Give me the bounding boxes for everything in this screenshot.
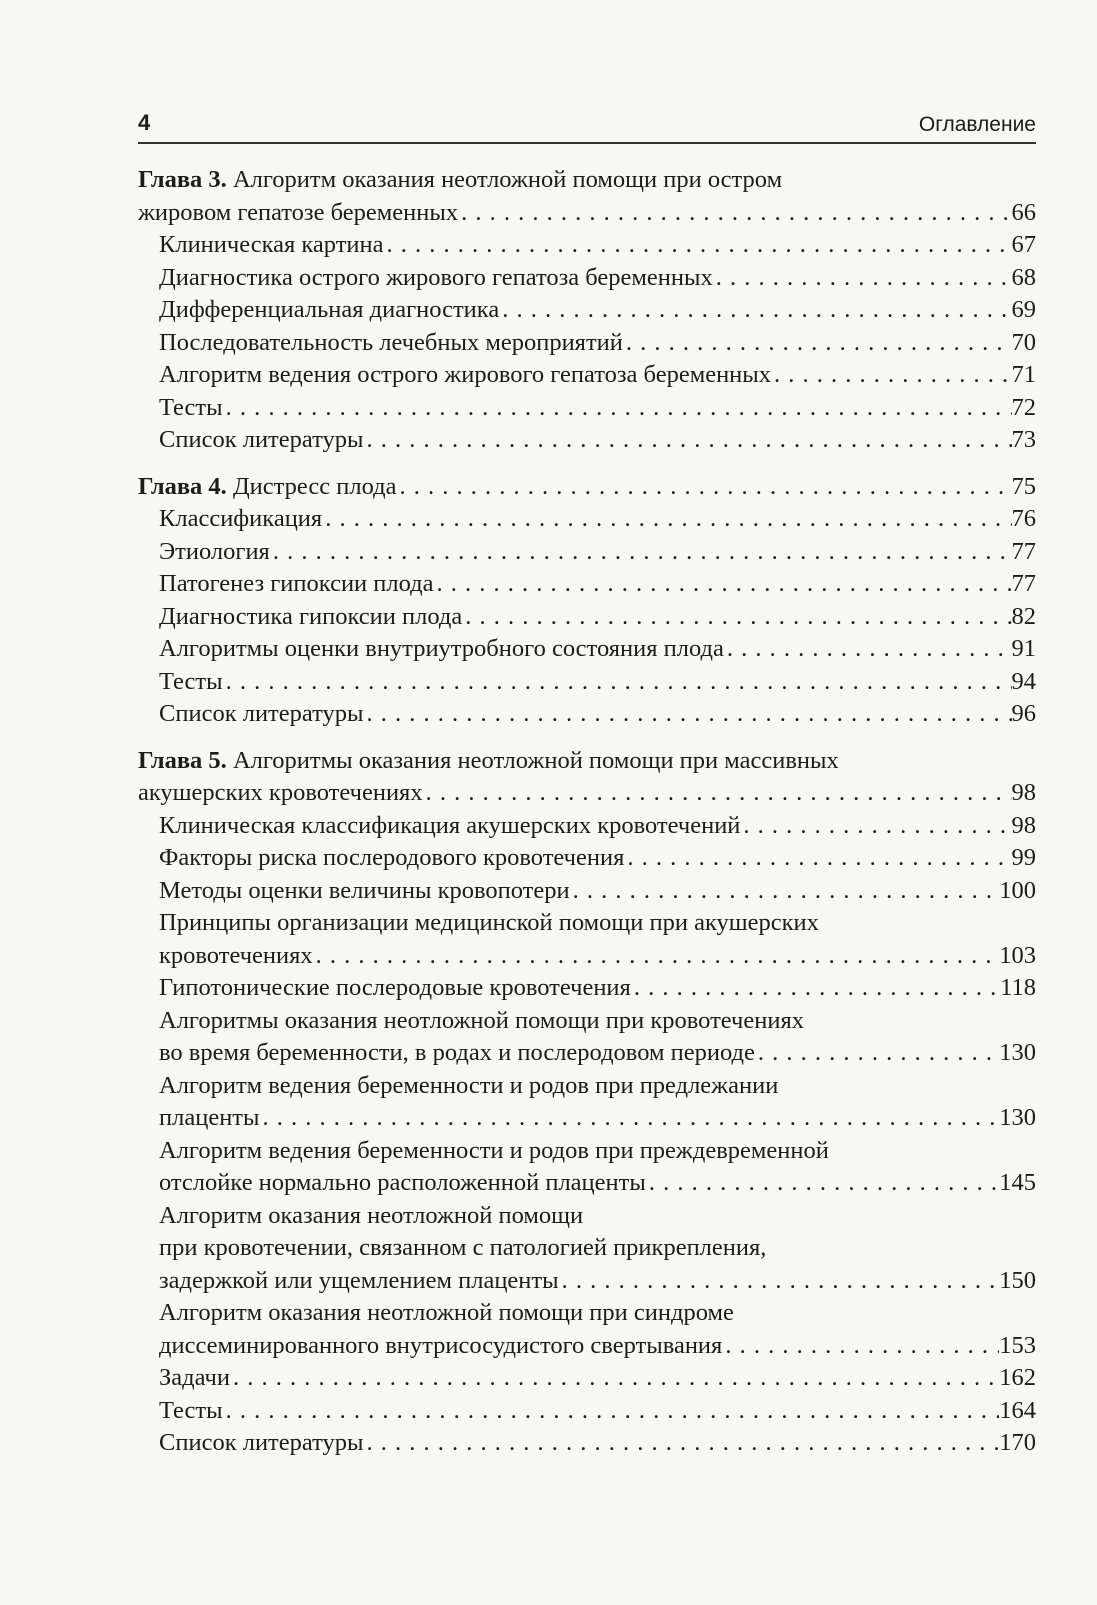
dot-leader <box>423 777 1012 810</box>
dot-leader <box>313 940 1000 973</box>
toc-entry[interactable] <box>138 633 1036 666</box>
chapter-5 <box>138 745 1036 1460</box>
dot-leader <box>259 1102 999 1135</box>
toc-entry-multiline[interactable] <box>138 1200 1036 1298</box>
entry-title: Тесты <box>159 393 223 421</box>
dot-leader <box>646 1167 999 1200</box>
page-ref: 76 <box>1011 505 1036 532</box>
chapter-title[interactable] <box>138 745 972 778</box>
entry-title: Этиология <box>159 537 270 565</box>
page-ref: 153 <box>999 1331 1036 1359</box>
dot-leader <box>713 262 1012 295</box>
toc-entry-multiline[interactable] <box>138 1297 1036 1362</box>
dot-leader <box>396 471 1011 504</box>
entry-title: Алгоритм ведения беременности и родов при предлежании <box>159 1071 779 1099</box>
page-ref: 130 <box>999 1104 1036 1131</box>
dot-leader <box>223 666 1012 699</box>
dot-leader <box>223 1395 1000 1428</box>
chapter-title-text: Алгоритм оказания неотложной помощи при остром <box>226 166 783 193</box>
toc-entry[interactable] <box>138 359 1036 392</box>
entry-title: Факторы риска послеродового кровотечения <box>159 844 625 871</box>
page-ref: 98 <box>1011 779 1036 806</box>
dot-leader <box>724 633 1012 666</box>
toc-entry[interactable] <box>138 1362 1036 1395</box>
page-ref: 99 <box>1011 844 1036 871</box>
page-ref: 75 <box>1011 472 1036 500</box>
dot-leader <box>384 229 1012 262</box>
entry-title: Алгоритм ведения острого жирового гепатоза беременных <box>159 361 772 388</box>
page-ref: 98 <box>1011 811 1036 839</box>
page-ref: 71 <box>1011 361 1036 388</box>
chapter-4 <box>138 471 1036 731</box>
dot-leader <box>499 294 1011 327</box>
entry-title: Тесты <box>159 1396 223 1424</box>
page-ref: 77 <box>1011 570 1036 597</box>
dot-leader <box>559 1265 1000 1298</box>
toc-entry[interactable] <box>138 294 1036 327</box>
entry-title: Список литературы <box>159 700 364 727</box>
page-header <box>138 106 1036 144</box>
page-ref: 164 <box>999 1396 1036 1424</box>
entry-title: Клиническая картина <box>159 231 384 258</box>
dot-leader <box>771 359 1011 392</box>
entry-title: диссеминированного внутрисосудистого свертывания <box>159 1331 723 1359</box>
dot-leader <box>458 197 1011 230</box>
toc-entry[interactable] <box>138 601 1036 634</box>
entry-title: Методы оценки величины кровопотери <box>159 876 570 904</box>
chapter-prefix: Глава 5. <box>138 746 227 774</box>
entry-title: Тесты <box>159 667 223 695</box>
chapter-prefix: Глава 4. <box>138 472 227 500</box>
chapter-title-entry[interactable] <box>138 777 1036 810</box>
dot-leader <box>631 972 1000 1005</box>
page-ref: 69 <box>1011 296 1036 323</box>
toc-entry[interactable] <box>138 392 1036 425</box>
dot-leader <box>623 327 1012 360</box>
toc-entry[interactable] <box>138 972 1036 1005</box>
dot-leader <box>740 810 1011 843</box>
page-ref: 130 <box>999 1039 1036 1066</box>
entry-title: Диагностика гипоксии плода <box>159 602 463 630</box>
dot-leader <box>363 1427 999 1460</box>
toc-entry[interactable] <box>138 1395 1036 1428</box>
toc-entry[interactable] <box>138 842 1036 875</box>
entry-title: Классификация <box>159 505 323 532</box>
dot-leader <box>270 536 1012 569</box>
page-ref: 77 <box>1011 537 1036 565</box>
toc-entry[interactable] <box>138 262 1036 295</box>
chapter-title-text: Алгоритмы оказания неотложной помощи при массивных <box>226 746 839 774</box>
toc-entry[interactable] <box>138 666 1036 699</box>
entry-title: Гипотонические послеродовые кровотечения <box>159 974 631 1001</box>
chapter-3 <box>138 164 1036 457</box>
toc-entry-multiline[interactable] <box>138 1005 1036 1070</box>
entry-title: при кровотечении, связанном с патологией прикрепления, <box>159 1234 767 1261</box>
dot-leader <box>363 424 1011 457</box>
dot-leader <box>624 842 1011 875</box>
toc-entry[interactable] <box>138 875 1036 908</box>
page-ref: 162 <box>999 1364 1036 1391</box>
toc-entry[interactable] <box>138 810 1036 843</box>
entry-title: Принципы организации медицинской помощи при акушерских <box>159 909 819 936</box>
toc-entry-multiline[interactable] <box>138 1070 1036 1135</box>
toc-entry[interactable] <box>138 327 1036 360</box>
page-number: 4 <box>138 110 151 135</box>
page-ref: 67 <box>1011 231 1036 258</box>
page-ref: 91 <box>1011 635 1036 662</box>
page-ref: 118 <box>1000 974 1036 1001</box>
dot-leader <box>570 875 1000 908</box>
running-title: Оглавление <box>918 113 1036 136</box>
toc-entry-multiline[interactable] <box>138 907 1036 972</box>
page-ref: 94 <box>1011 667 1036 695</box>
chapter-title-entry[interactable] <box>138 197 1036 230</box>
page-ref: 150 <box>999 1266 1036 1294</box>
entry-title: Список литературы <box>159 1429 364 1456</box>
page-ref: 70 <box>1011 328 1036 356</box>
toc-entry[interactable] <box>138 536 1036 569</box>
dot-leader <box>462 601 1011 634</box>
page-ref: 72 <box>1011 393 1036 421</box>
page-ref: 170 <box>999 1429 1036 1456</box>
dot-leader <box>322 503 1011 536</box>
entry-title: задержкой или ущемлением плаценты <box>159 1266 559 1294</box>
entry-title: Алгоритм оказания неотложной помощи при синдроме <box>159 1299 734 1326</box>
entry-title: Клиническая классификация акушерских кровотечений <box>159 811 741 839</box>
entry-title: кровотечениях <box>159 941 313 969</box>
toc-entry[interactable] <box>138 503 1036 536</box>
page-ref: 103 <box>999 941 1036 969</box>
entry-title: Алгоритмы оценки внутриутробного состояния плода <box>159 635 724 662</box>
page-ref: 100 <box>999 876 1036 904</box>
page-ref: 96 <box>1011 700 1036 727</box>
toc-entry-multiline[interactable] <box>138 1135 1036 1200</box>
page-ref: 73 <box>1011 426 1036 453</box>
entry-title: Алгоритм оказания неотложной помощи <box>159 1201 584 1229</box>
page-ref: 68 <box>1011 263 1036 291</box>
entry-title: Алгоритм ведения беременности и родов при преждевременной <box>159 1136 829 1164</box>
entry-title: плаценты <box>159 1104 260 1131</box>
toc-entry[interactable] <box>138 1427 1036 1460</box>
entry-title: Алгоритмы оказания неотложной помощи при кровотечениях <box>159 1006 804 1034</box>
chapter-title-entry[interactable] <box>138 471 1036 504</box>
entry-title: во время беременности, в родах и послеродовом периоде <box>159 1039 755 1066</box>
page-ref: 145 <box>999 1169 1036 1196</box>
toc-entry[interactable] <box>138 568 1036 601</box>
page-ref: 82 <box>1011 602 1036 630</box>
toc-entry[interactable] <box>138 229 1036 262</box>
entry-title: Последовательность лечебных мероприятий <box>159 328 623 356</box>
entry-title: Патогенез гипоксии плода <box>159 570 434 597</box>
page-ref: 66 <box>1011 198 1036 226</box>
entry-title: Диагностика острого жирового гепатоза беременных <box>159 263 713 291</box>
chapter-title-text: Дистресс плода <box>226 472 397 500</box>
chapter-prefix: Глава 3. <box>138 166 227 193</box>
entry-title: Задачи <box>159 1364 230 1391</box>
entry-title: Дифференциальная диагностика <box>159 296 500 323</box>
entry-title: Список литературы <box>159 426 364 453</box>
chapter-title <box>138 471 396 504</box>
dot-leader <box>434 568 1012 601</box>
dot-leader <box>223 392 1012 425</box>
chapter-title-text: жировом гепатозе беременных <box>138 198 459 226</box>
dot-leader <box>722 1330 999 1363</box>
dot-leader <box>363 698 1011 731</box>
entry-title: отслойке нормально расположенной плаценты <box>159 1169 646 1196</box>
dot-leader <box>230 1362 999 1395</box>
chapter-title-text: акушерских кровотечениях <box>138 779 423 806</box>
dot-leader <box>755 1037 999 1070</box>
toc-entry[interactable] <box>138 698 1036 731</box>
toc-entry[interactable] <box>138 424 1036 457</box>
table-of-contents <box>138 164 1036 1474</box>
chapter-title[interactable] <box>138 164 972 197</box>
